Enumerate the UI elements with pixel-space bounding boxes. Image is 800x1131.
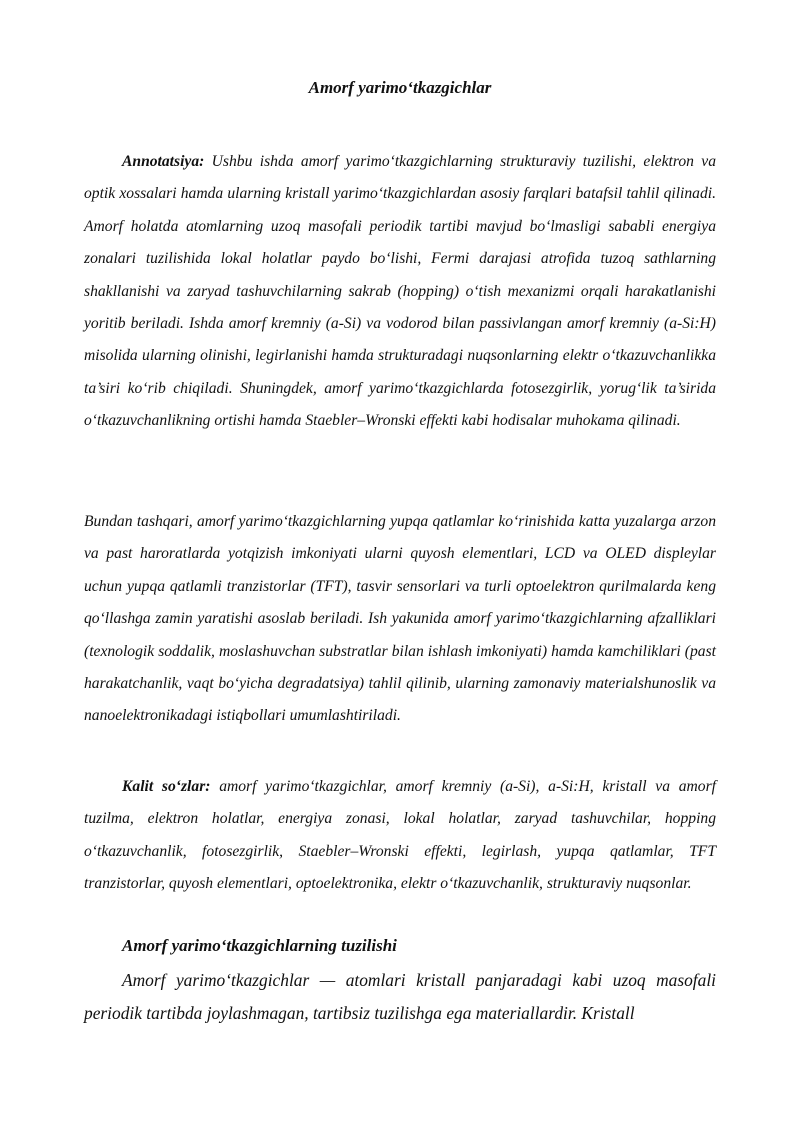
abstract-continuation: Bundan tashqari, amorf yarimo‘tkazgichlarning yupqa qatlamlar ko‘rinishida katta yuzalarga arzon va past haroratlarda yotqizish imkoniyati ularni quyosh elementlari, LCD va OLED displeylar uchun yupqa qatlamli tranzistorlar (TFT), tasvir sensorlari va turli optoelektron qurilmalarda keng qo‘llashga zamin yaratishi asoslab beriladi. Ish yakunida amorf yarimo‘tkazgichlarning afzalliklari (texnologik soddalik, moslashuvchan substratlar bilan ishlash imkoniyati) hamda kamchiliklari (past harakatchanlik, vaqt bo‘yicha degradatsiya) tahlil qilinib, ularning zamonaviy materialshunoslik va nanoelektronikadagi istiqbollari umumlashtiriladi. bbox=[84, 513, 716, 725]
keywords-text: amorf yarimo‘tkazgichlar, amorf kremniy (a-Si), a-Si:H, kristall va amorf tuzilma, elektron holatlar, energiya zonasi, lokal holatlar, zaryad tashuvchilar, hopping o‘tkazuvchanlik, fotosezgirlik, Staebler–Wronski effekti, legirlash, yupqa qatlamlar, TFT tranzistorlar, quyosh elementlari, optoelektronika, elektr o‘tkazuvchanlik, strukturaviy nuqsonlar. bbox=[84, 778, 716, 893]
keywords-label: Kalit so‘zlar: bbox=[122, 778, 211, 795]
document-title: Amorf yarimo‘tkazgichlar bbox=[308, 78, 492, 97]
abstract-label: Annotatsiya: bbox=[122, 153, 205, 170]
abstract-text: Ushbu ishda amorf yarimo‘tkazgichlarning strukturaviy tuzilishi, elektron va optik xossalari hamda ularning kristall yarimo‘tkazgichlardan asosiy farqlari batafsil tahlil qilinadi. Amorf holatda atomlarning uzoq masofali periodik tartibi mavjud bo‘lmasligi sababli energiya zonalari tuzilishida lokal holatlar paydo bo‘lishi, Fermi darajasi atrofida tuzoq sathlarning shakllanishi va zaryad tashuvchilarning sakrab (hopping) o‘tish mexanizmi orqali harakatlanishi yoritib beriladi. Ishda amorf kremniy (a-Si) va vodorod bilan passivlangan amorf kremniy (a-Si:H) misolida ularning olinishi, legirlanishi hamda strukturadagi nuqsonlarning elektr o‘tkazuvchanlikka ta’siri ko‘rib chiqiladi. Shuningdek, amorf yarimo‘tkazgichlarda fotosezgirlik, yorug‘lik ta’sirida o‘tkazuvchanlikning ortishi hamda Staebler–Wronski effekti kabi hodisalar muhokama qilinadi. bbox=[84, 153, 716, 430]
section-heading: Amorf yarimo‘tkazgichlarning tuzilishi bbox=[122, 936, 397, 955]
abstract-paragraph bbox=[84, 146, 716, 438]
keywords-paragraph bbox=[84, 771, 716, 901]
section-body-text: Amorf yarimo‘tkazgichlar — atomlari kristall panjaradagi kabi uzoq masofali periodik tartibda joylashmagan, tartibsiz tuzilishga ega materiallardir. Kristall bbox=[84, 970, 716, 1023]
